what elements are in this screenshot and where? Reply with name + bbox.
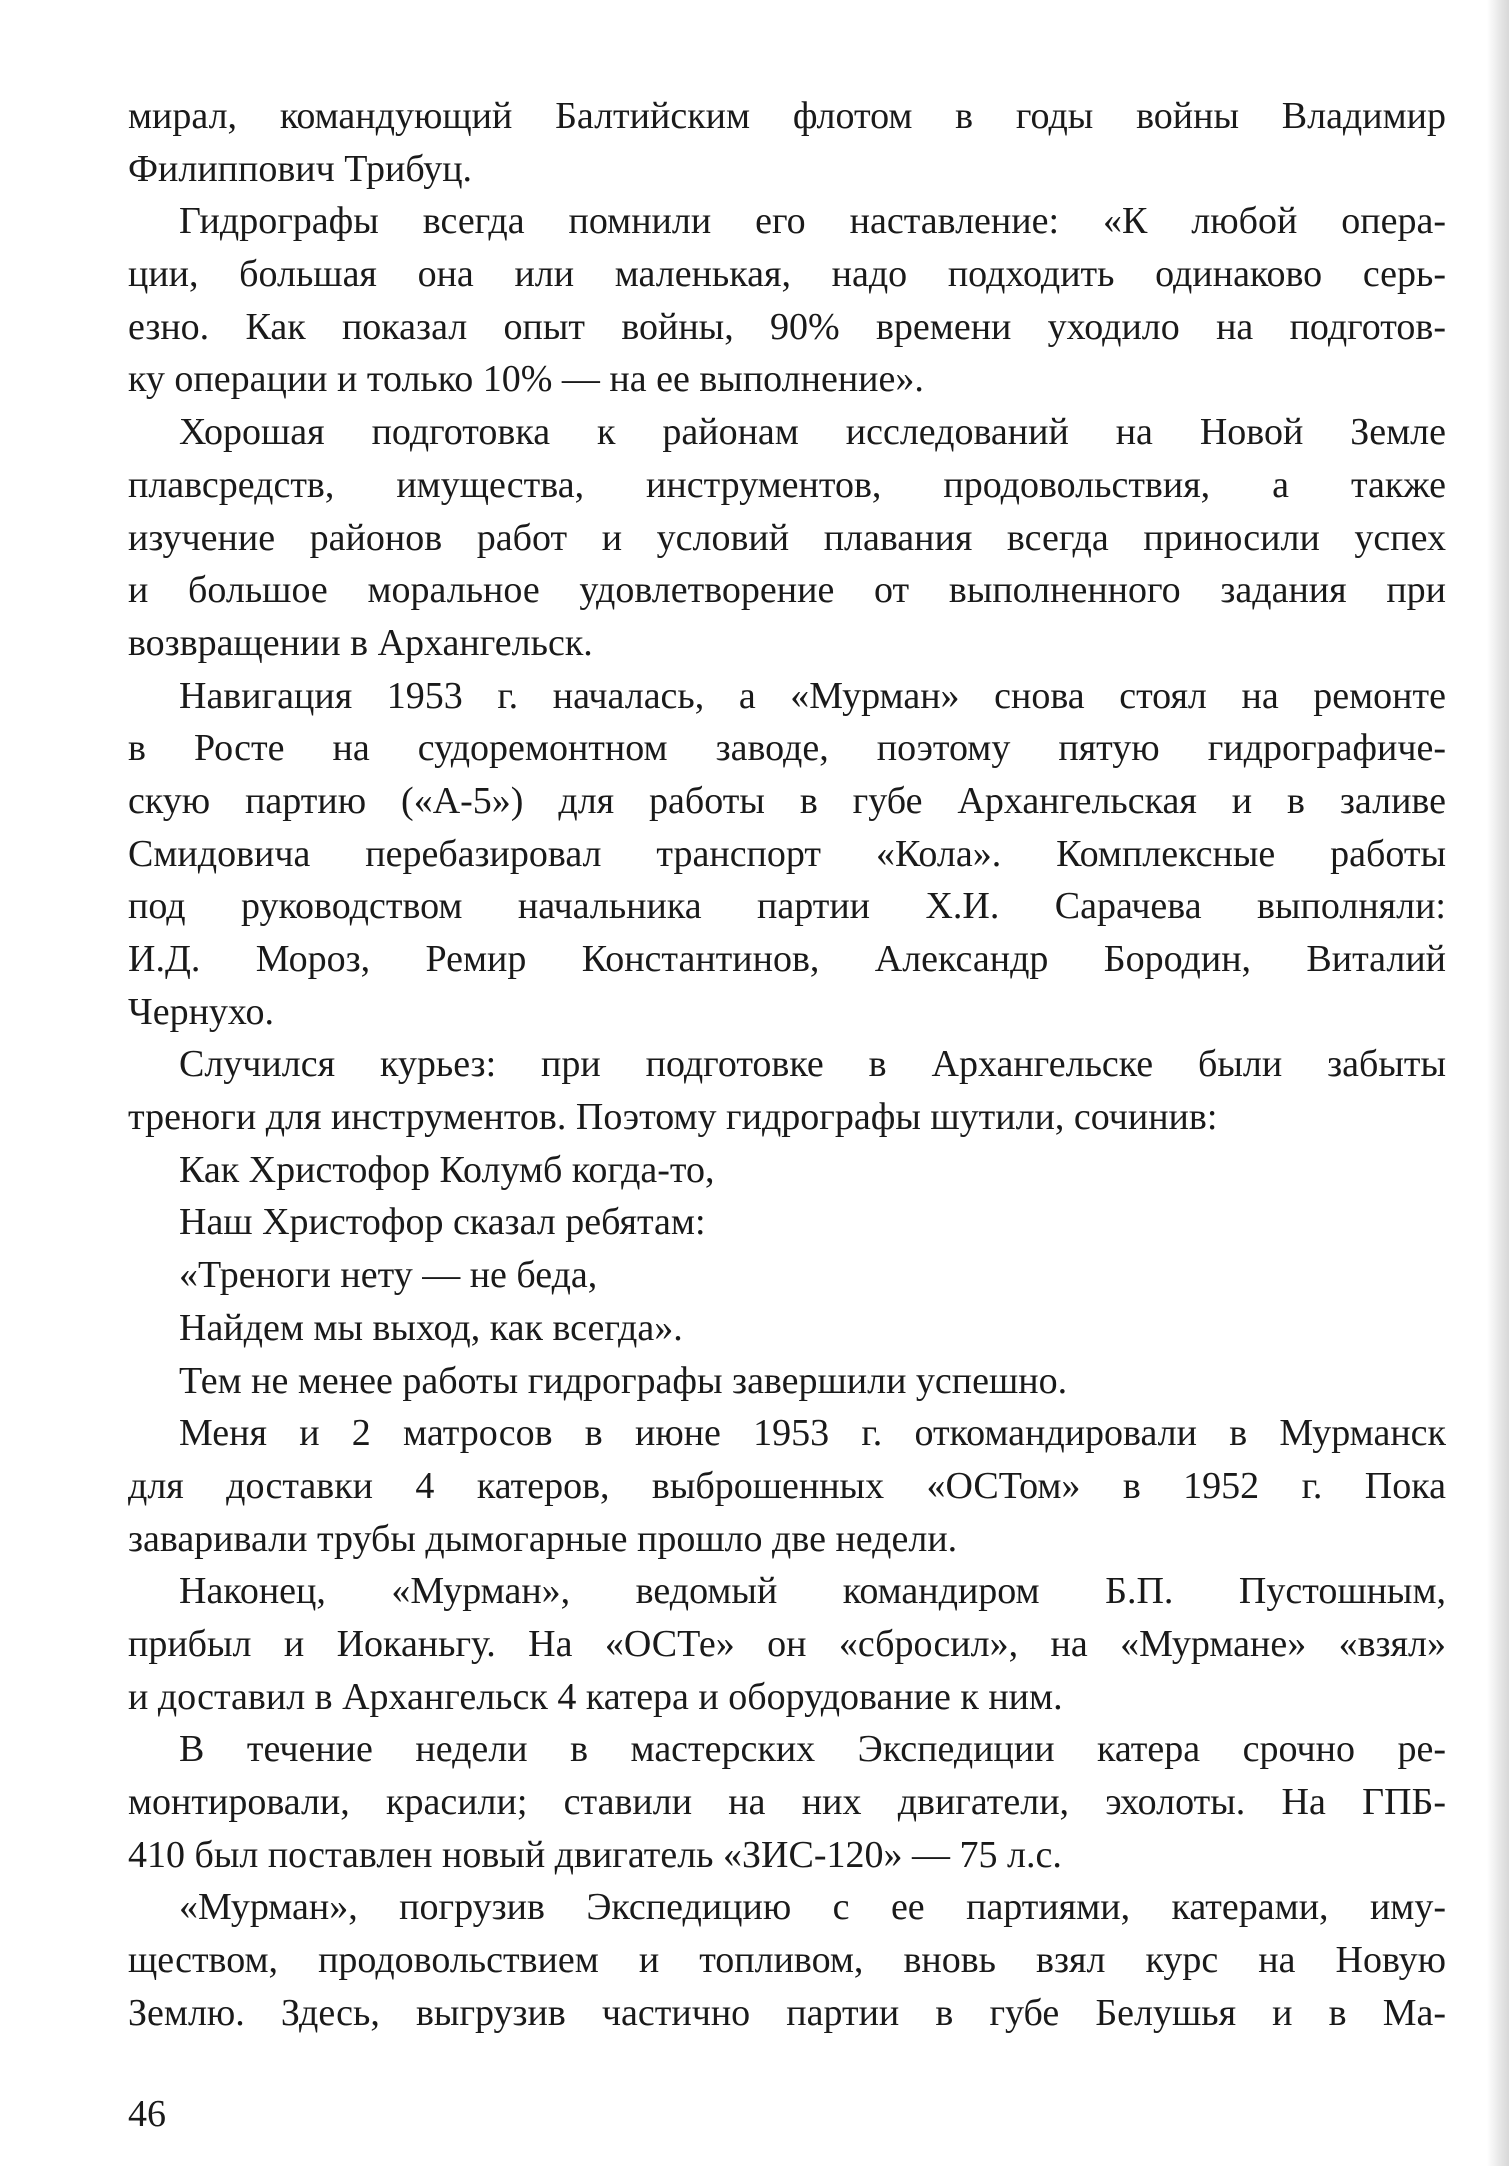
page-number: 46 [128, 2093, 166, 2135]
text-line: Чернухо. [128, 990, 274, 1033]
text-line: ции, большая она или маленькая, надо подходить одинаково серь- [128, 253, 1446, 296]
paragraph [128, 1249, 1446, 1302]
text-line: треноги для инструментов. Поэтому гидрографы шутили, сочинив: [128, 1096, 1218, 1139]
text-line: Меня и 2 матросов в июне 1953 г. откомандировали в Мурманск [179, 1412, 1446, 1455]
paragraph [128, 195, 1446, 406]
text-line: монтировали, красили; ставили на них двигатели, эхолоты. На ГПБ- [128, 1781, 1446, 1823]
text-line: Гидрографы всегда помнили его наставление: «К любой опера- [179, 200, 1446, 243]
paragraph [128, 90, 1446, 195]
text-line: и доставил в Архангельск 4 катера и оборудование к ним. [128, 1675, 1063, 1718]
text-line: плавсредств, имущества, инструментов, продовольствия, а также [128, 463, 1446, 506]
text-line: «Мурман», погрузив Экспедицию с ее партиями, катерами, иму- [179, 1886, 1446, 1929]
paragraph [128, 1355, 1446, 1408]
paragraph [128, 1038, 1446, 1143]
text-line: заваривали трубы дымогарные прошло две недели. [128, 1517, 958, 1560]
text-line: изучение районов работ и условий плавания всегда приносили успех [128, 516, 1446, 559]
text-line: ку операции и только 10% — на ее выполнение». [128, 358, 924, 401]
text-line: Хорошая подготовка к районам исследований на Новой Земле [179, 411, 1446, 454]
text-line: для доставки 4 катеров, выброшенных «ОСТом» в 1952 г. Пока [128, 1464, 1446, 1507]
text-line: Смидовича перебазировал транспорт «Кола». Комплексные работы [128, 832, 1446, 875]
paragraph [128, 1144, 1446, 1197]
paragraph [128, 1565, 1446, 1723]
page-edge-shadow [1487, 0, 1509, 2166]
text-line: возвращении в Архангельск. [128, 621, 593, 664]
text-line: Случился курьез: при подготовке в Архангельске были забыты [179, 1043, 1446, 1086]
text-line: Наконец, «Мурман», ведомый командиром Б.П. Пустошным, [179, 1570, 1446, 1613]
paragraph [128, 1196, 1446, 1249]
text-line: скую партию («А-5») для работы в губе Архангельская и в заливе [128, 779, 1446, 822]
text-line: Землю. Здесь, выгрузив частично партии в губе Белушья и в Ма- [128, 1991, 1446, 2034]
text-line: прибыл и Иоканьгу. На «ОСТе» он «сбросил», на «Мурмане» «взял» [128, 1622, 1446, 1665]
text-line: И.Д. Мороз, Ремир Константинов, Александр Бородин, Виталий [128, 938, 1446, 980]
text-line: Найдем мы выход, как всегда». [179, 1306, 683, 1349]
text-line: под руководством начальника партии Х.И. Сарачева выполняли: [128, 885, 1446, 928]
text-line: Филиппович Трибуц. [128, 147, 473, 190]
text-line: и большое моральное удовлетворение от выполненного задания при [128, 569, 1446, 612]
body-text [128, 90, 1446, 2039]
text-line: ществом, продовольствием и топливом, вновь взял курс на Новую [128, 1939, 1446, 1982]
text-line: Наш Христофор сказал ребятам: [179, 1201, 706, 1244]
text-line: 410 был поставлен новый двигатель «ЗИС-120» — 75 л.с. [128, 1833, 1062, 1876]
paragraph [128, 406, 1446, 669]
text-line: езно. Как показал опыт войны, 90% времени уходило на подготов- [128, 305, 1446, 348]
text-line: Тем не менее работы гидрографы завершили успешно. [179, 1359, 1068, 1402]
paragraph [128, 1881, 1446, 2039]
text-line: «Треноги нету — не беда, [179, 1254, 598, 1297]
paragraph [128, 1407, 1446, 1565]
text-line: в Росте на судоремонтном заводе, поэтому пятую гидрографиче- [128, 727, 1446, 770]
text-line: Навигация 1953 г. началась, а «Мурман» снова стоял на ремонте [179, 674, 1446, 717]
paragraph [128, 1723, 1446, 1881]
text-line: В течение недели в мастерских Экспедиции катера срочно ре- [179, 1728, 1446, 1771]
paragraph [128, 1302, 1446, 1355]
paragraph [128, 670, 1446, 1039]
text-line: мирал, командующий Балтийским флотом в годы войны Владимир [128, 95, 1446, 137]
text-line: Как Христофор Колумб когда-то, [179, 1148, 715, 1191]
